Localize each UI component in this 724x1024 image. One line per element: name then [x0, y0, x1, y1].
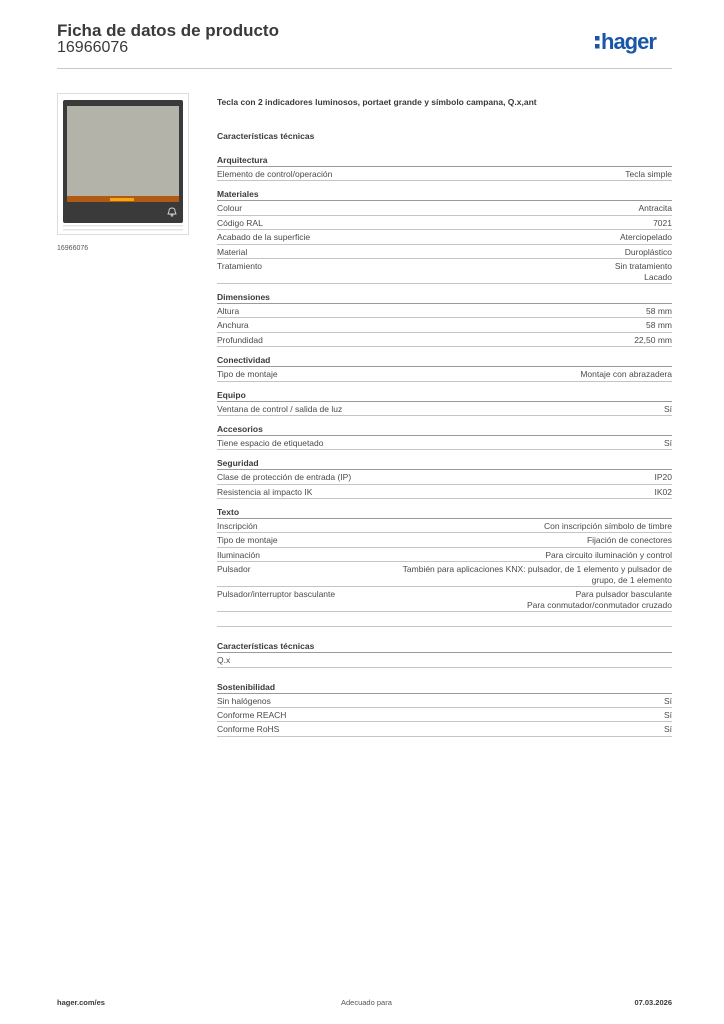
- product-code: 16966076: [57, 39, 129, 56]
- spec-value: [664, 404, 672, 415]
- intro-title: Características técnicas: [217, 131, 315, 141]
- spec-row: [217, 653, 672, 667]
- spec-row: [217, 533, 672, 547]
- indicator-light: [110, 198, 134, 201]
- section-rows: [217, 436, 672, 450]
- spec-value-line: Antracita: [638, 203, 672, 214]
- spec-row: [217, 318, 672, 332]
- spec-row: [217, 722, 672, 736]
- spec-row: [217, 436, 672, 450]
- spec-label: Tipo de montaje: [217, 535, 278, 546]
- section-title-texto: Texto: [217, 505, 672, 519]
- spec-value-line: Sí: [663, 724, 672, 735]
- section-title-sostenibilidad: Sostenibilidad: [217, 680, 672, 694]
- spec-value: [625, 247, 672, 258]
- spec-value: [646, 320, 672, 331]
- spec-row: [217, 259, 672, 284]
- spec-label: Profundidad: [217, 334, 263, 345]
- spec-value: [580, 369, 672, 380]
- spec-value-line: 58 mm: [646, 305, 672, 316]
- spec-value-line: Montaje con abrazadera: [580, 369, 672, 380]
- spec-label: Iluminación: [217, 549, 260, 560]
- spec-value-line: 58 mm: [646, 320, 672, 331]
- spec-row: [217, 470, 672, 484]
- spec-value: [664, 438, 672, 449]
- spec-value: [634, 335, 672, 346]
- spec-value-line: 7021: [653, 217, 672, 228]
- spec-value-line: Sí: [663, 437, 672, 448]
- section-rows: [217, 402, 672, 416]
- switch-face: [67, 106, 179, 196]
- spec-value: [664, 696, 672, 707]
- spec-label: Colour: [217, 203, 243, 214]
- footer-date: 07.03.2026: [634, 998, 672, 1007]
- spec-row: [217, 304, 672, 318]
- spec-label: Pulsador: [217, 564, 251, 575]
- spec-value-line: También para aplicaciones KNX: pulsador, de 1 elemento y pulsador de: [402, 564, 672, 575]
- spec-value-line: Para circuito iluminación y control: [545, 549, 672, 560]
- spec-value-line: Lacado: [644, 271, 672, 282]
- section-rows: [217, 470, 672, 499]
- footer-website: hager.com/es: [57, 998, 105, 1007]
- spec-label: Ventana de control / salida de luz: [217, 403, 343, 414]
- spec-label: Tratamiento: [217, 260, 263, 271]
- spec-label: Acabado de la superficie: [217, 232, 311, 243]
- section-title-conectividad: Conectividad: [217, 353, 672, 367]
- spec-value-line: Para conmutador/conmutador cruzado: [526, 600, 672, 611]
- section-rows: [217, 367, 672, 381]
- spec-value-line: Para pulsador basculante: [575, 589, 672, 600]
- spec-label: Altura: [217, 305, 240, 316]
- spec-row: [217, 230, 672, 244]
- spec-value-line: Sí: [663, 403, 672, 414]
- section-spacer-line: [217, 612, 672, 627]
- section-title-materiales: Materiales: [217, 187, 672, 201]
- spec-row: [217, 694, 672, 708]
- spec-value-line: grupo, de 1 elemento: [591, 575, 672, 586]
- spec-label: Tiene espacio de etiquetado: [217, 437, 324, 448]
- spec-row: [217, 548, 672, 562]
- spec-label: Conforme REACH: [217, 710, 287, 721]
- spec-row: [217, 402, 672, 416]
- section-rows: [217, 304, 672, 347]
- spec-value: [362, 564, 672, 586]
- spec-row: [217, 485, 672, 499]
- spec-value: [655, 487, 673, 498]
- spec-row: [217, 216, 672, 230]
- spec-value: [545, 550, 672, 561]
- section-rows: [217, 694, 672, 737]
- spec-row: [217, 245, 672, 259]
- hager-logo: [594, 26, 676, 56]
- header-divider: [57, 68, 672, 69]
- section-rows: [217, 201, 672, 284]
- section-title-arquitectura: Arquitectura: [217, 153, 672, 167]
- logo-dot-bottom: [595, 44, 600, 49]
- spec-value-line: Sin tratamiento: [614, 260, 672, 271]
- spec-label: Tipo de montaje: [217, 369, 278, 380]
- image-caption: 16966076: [57, 245, 89, 252]
- spec-value-line: 22,50 mm: [634, 334, 672, 345]
- spec-label: Anchura: [217, 320, 249, 331]
- spec-value-line: Sí: [663, 695, 672, 706]
- spec-label: Clase de protección de entrada (IP): [217, 472, 352, 483]
- spec-row: [217, 519, 672, 533]
- spec-value: [615, 261, 672, 283]
- spec-value-line: Aterciopelado: [620, 232, 672, 243]
- spec-value: [620, 232, 672, 243]
- page-title: Ficha de datos de producto: [57, 21, 279, 40]
- logo-wordmark: hager: [601, 29, 656, 54]
- spec-row: [217, 587, 672, 612]
- spec-value: [653, 218, 672, 229]
- spec-value: [544, 521, 672, 532]
- spec-label: Conforme RoHS: [217, 724, 280, 735]
- section-rows: [217, 519, 672, 612]
- spec-value-line: IK02: [654, 486, 672, 497]
- section-title-seguridad: Seguridad: [217, 456, 672, 470]
- section-title-accesorios: Accesorios: [217, 422, 672, 436]
- spec-row: [217, 708, 672, 722]
- spec-label: Resistencia al impacto IK: [217, 486, 313, 497]
- spec-label: Inscripción: [217, 521, 258, 532]
- spec-value-line: Duroplástico: [624, 246, 672, 257]
- spec-label: Pulsador/interruptor basculante: [217, 589, 336, 600]
- spec-value: [646, 306, 672, 317]
- footer-note: Adecuado para: [341, 998, 392, 1007]
- section-title-caracteristicas: Características técnicas: [217, 639, 672, 653]
- product-image: [57, 93, 189, 235]
- spec-value-line: Con inscripción símbolo de timbre: [543, 521, 672, 532]
- spec-value: [655, 472, 673, 483]
- spec-value: [664, 724, 672, 735]
- product-illustration: [58, 94, 188, 234]
- spec-content: [217, 95, 672, 737]
- switch-shadow-1: [63, 225, 183, 227]
- spec-value: [638, 203, 672, 214]
- spec-label: Sin halógenos: [217, 695, 271, 706]
- spec-label: Q.x: [217, 655, 231, 666]
- product-description: Tecla con 2 indicadores luminosos, portaet grande y símbolo campana, Q.x,ant: [217, 97, 537, 107]
- spec-value-line: Fijación de conectores: [586, 535, 672, 546]
- section-title-dimensiones: Dimensiones: [217, 290, 672, 304]
- section-rows: [217, 653, 672, 667]
- switch-shadow-2: [63, 229, 183, 231]
- spec-label: Material: [217, 246, 248, 257]
- section-rows: [217, 167, 672, 181]
- spec-row: [217, 333, 672, 347]
- spec-row: [217, 201, 672, 215]
- spec-value-line: Tecla simple: [625, 169, 672, 179]
- logo-dot-top: [595, 36, 600, 41]
- spec-value: [625, 169, 672, 180]
- spec-label: Código RAL: [217, 217, 263, 228]
- spec-label: Elemento de control/operación: [217, 169, 333, 179]
- spec-value-line: IP20: [654, 472, 672, 483]
- spec-value-line: Sí: [663, 710, 672, 721]
- spec-row: [217, 367, 672, 381]
- section-title-equipo: Equipo: [217, 388, 672, 402]
- spec-row: [217, 167, 672, 181]
- spec-row: [217, 562, 672, 587]
- spec-value: [527, 589, 672, 611]
- spec-value: [664, 710, 672, 721]
- spec-value: [587, 535, 672, 546]
